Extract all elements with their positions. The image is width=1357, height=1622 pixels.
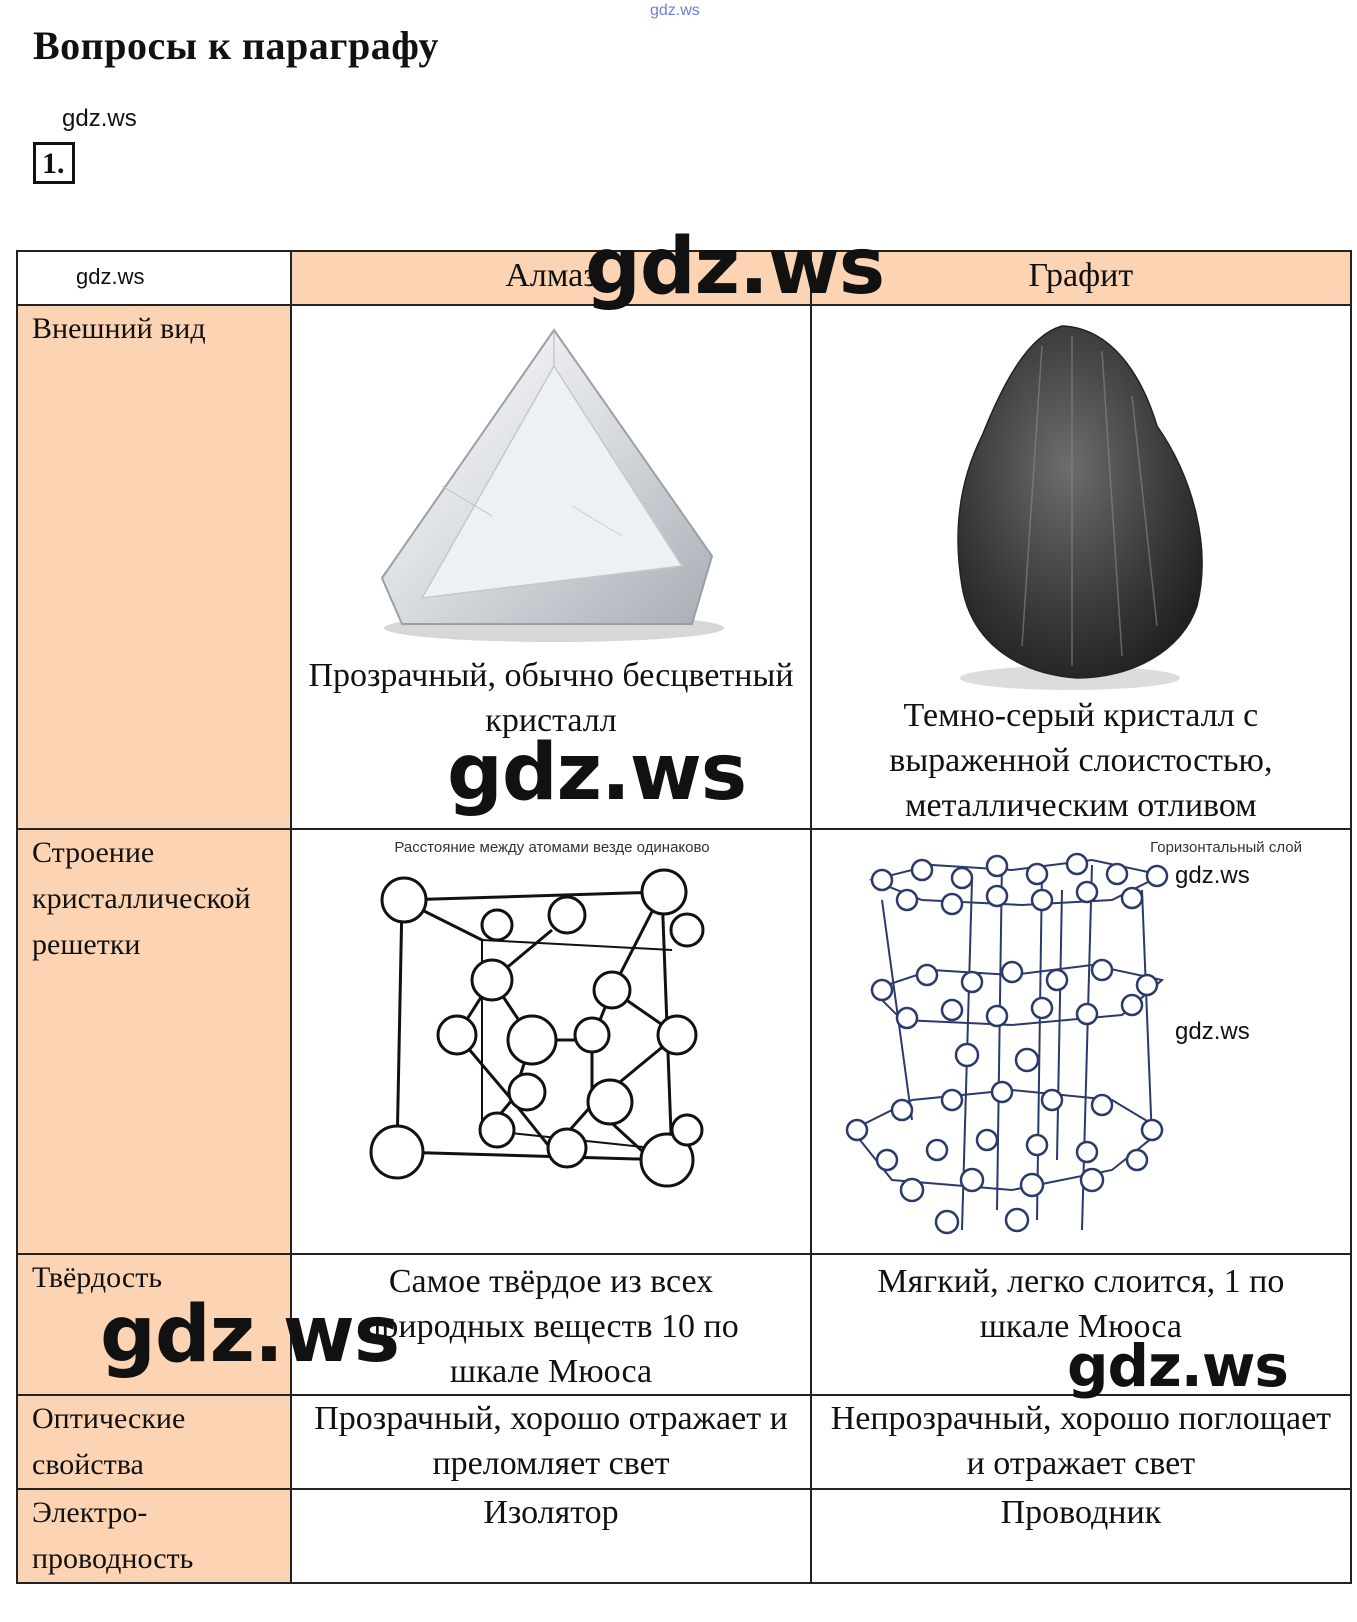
watermark-small: gdz.ws: [62, 105, 137, 132]
graphite-appearance-text: Темно-серый кристалл с выраженной слоистостью, металлическим отливом: [889, 697, 1273, 824]
diamond-appearance-text: Прозрачный, обычно бесцветный кристалл: [308, 657, 794, 739]
diamond-optical: Прозрачный, хорошо отражает и преломляет свет: [291, 1395, 810, 1489]
graphite-appearance-cell: [811, 305, 1351, 829]
question-number: 1.: [33, 142, 75, 184]
graphite-lattice-diagram: [812, 830, 1328, 1248]
graphite-hardness: Мягкий, легко слоится, 1 по шкале Мюоса: [811, 1254, 1351, 1395]
watermark-large-1: gdz.ws: [585, 222, 885, 312]
row-label-conductivity: Электро-проводность: [17, 1489, 291, 1583]
watermark-large-4: gdz.ws: [1067, 1332, 1288, 1400]
diamond-lattice-cell: [291, 829, 810, 1254]
graphite-optical: Непрозрачный, хорошо поглощает и отражает свет: [811, 1395, 1351, 1489]
graphite-crystal-image: [812, 306, 1328, 696]
row-label-hardness: Твёрдость: [17, 1254, 291, 1395]
header-diamond: Алмаз: [291, 251, 810, 305]
watermark-large-2: gdz.ws: [447, 728, 747, 818]
watermark-corner: gdz.ws: [76, 264, 145, 289]
watermark-medium-2: gdz.ws: [1175, 1018, 1250, 1045]
diamond-hardness: Самое твёрдое из всех природных веществ 10 по шкале Мюоса: [291, 1254, 810, 1395]
table-corner-cell: [17, 251, 291, 305]
watermark-top: gdz.ws: [650, 2, 700, 19]
graphite-atoms: [847, 854, 1167, 1233]
header-graphite: Графит: [811, 251, 1351, 305]
page-title: Вопросы к параграфу: [33, 23, 439, 68]
watermark-medium-1: gdz.ws: [1175, 862, 1250, 889]
watermark-large-3: gdz.ws: [100, 1290, 400, 1380]
diamond-crystal-image: [292, 306, 788, 654]
diamond-lattice-caption: Расстояние между атомами везде одинаково: [394, 839, 710, 856]
graphite-lattice-cell: [811, 829, 1351, 1254]
graphite-conductivity: Проводник: [811, 1489, 1351, 1583]
graphite-lattice-caption: Горизонтальный слой: [1149, 839, 1302, 856]
diamond-lattice-diagram: [292, 830, 788, 1248]
diamond-conductivity: Изолятор: [291, 1489, 810, 1583]
row-label-appearance: Внешний вид: [17, 305, 291, 829]
row-label-structure: Строение кристаллической решетки: [17, 829, 291, 1254]
row-label-optical: Оптические свойства: [17, 1395, 291, 1489]
